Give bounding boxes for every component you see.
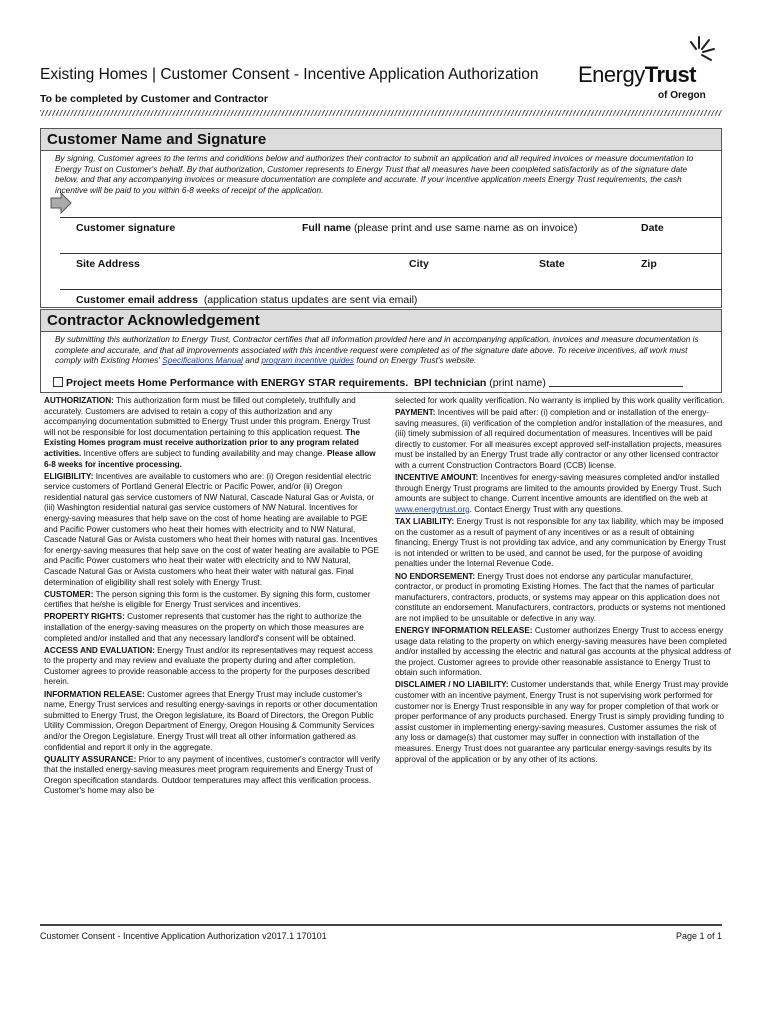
signature-line[interactable] [60,217,722,218]
information-release-paragraph: INFORMATION RELEASE: Customer agrees that Energy Trust may include customer's name, Energy Trust services and resulting energy-savings in reports or other documentation submitted to Energy Trust, the Oregon legislature, its Board of Directors, the Oregon Public Utility Commission, Oregon Department of Energy, Oregon Housing & Community Services and/or the Oregon Legislature. Energy Trust will treat all other information gathered as confidential and report it only in the aggregate. [44,689,378,752]
address-line[interactable] [60,253,722,254]
hpwes-label: Project meets Home Performance with ENERGY STAR requirements. [66,377,409,389]
customer-section [40,128,722,308]
hatched-divider [40,110,722,116]
state-label: State [539,258,565,270]
form-version: Customer Consent - Incentive Application Authorization v2017.1 170101 [40,931,327,941]
hpwes-checkbox[interactable] [53,377,63,387]
customer-terms-intro: By signing, Customer agrees to the terms and conditions below and authorizes their contractor to submit an application and all required invoices or measure documentation to Energy Trust on Customer's behalf. By that authorization, Customer represents to Energy Trust that all measures have been completed satisfactorily as of the signature date below, and that any accompanying invoices or measure documentation are complete and accurate. If your incentive application meets Energy Trust requirements, the cash incentive will be paid to you within 6-8 weeks of receipt of the application. [55,153,694,195]
incentive-amount-paragraph: INCENTIVE AMOUNT: Incentives for energy-saving measures completed and/or installed through Energy Trust programs are limited to the amounts provided by Energy Trust. Such amounts are subject to change. Current incentive amounts are identified on the web at www.energytrust.org. Contact Energy Trust with any questions. [395,473,722,514]
sunburst-logo-icon [687,34,721,64]
program-incentive-guides-link[interactable]: program incentive guides [261,355,355,366]
specifications-manual-link[interactable]: Specifications Manual [162,355,243,366]
quality-assurance-continued: selected for work quality verification. No warranty is implied by this work quality verification. [395,396,725,405]
bpi-print-name-hint: (print name) [489,377,546,389]
sign-here-arrow-icon [50,192,72,214]
no-endorsement-paragraph: NO ENDORSEMENT: Energy Trust does not endorse any particular manufacturer, contractor, or product in promoting Existing Homes. The fact that the names of particular manufacturers, contractors, products, or systems may appear on this application does not constitute an endorsement. Manufacturers, contractors, products or systems not mentioned are not implied to be unsuitable or defective in any way. [395,571,726,623]
page-number: Page 1 of 1 [675,931,722,941]
energytrust-website-link[interactable]: www.energytrust.org [395,504,470,514]
energy-trust-logo [575,34,735,104]
energy-information-release-paragraph: ENERGY INFORMATION RELEASE: Customer authorizes Energy Trust to access energy usage data relating to the property on which energy-saving measures have been completed and/or installed by accessing the electric and natural gas accounts at the physical address of the project. Customer agrees to provide other reasonable assistance to Energy Trust to obtain such information. [395,625,731,678]
document-title: Existing Homes | Customer Consent - Incentive Application Authorization [40,66,539,83]
zip-label: Zip [641,258,657,270]
access-evaluation-paragraph: ACCESS AND EVALUATION: Energy Trust and/or its representatives may request access to the property and may review and evaluate the property during and after completion. Customer agrees to provide reasonable access to the property for the purposes described herein. [44,645,373,687]
hpwes-checkbox-row [53,377,683,389]
quality-assurance-paragraph: QUALITY ASSURANCE: Prior to any payment of incentives, customer's contractor will verify that the installed energy-saving measures meet program requirements and Energy Trust of Oregon specification standards. Outdoor temperatures may affect this verification process. Customer's home may also be [44,754,380,796]
disclaimer-paragraph: DISCLAIMER / NO LIABILITY: Customer understands that, while Energy Trust may provide customer with an incentive payment, Energy Trust is not supervising work performed for customer nor is Energy Trust responsible in any way for proper completion of that work or proper performance of any products purchased. Energy Trust is simply providing funding to assist customer in implementing energy-saving measures. Customer assumes the risk of any loss or damage(s) that customer may suffer in connection with installation of the measures. Energy Trust does not guarantee any particular energy-savings results by its approval of the application or by any other of its actions. [395,680,729,764]
authorization-paragraph: AUTHORIZATION: This authorization form must be filled out completely, truthfully and accurately. Customers are advised to retain a copy of this authorization and any accompanying documentation submitted to Energy Trust under this program. Energy Trust will not be responsible for lost documentation pertaining to this application request. The Existing Homes program must receive authorization prior to any program related activities. Incentive offers are subject to funding availability and may change. Please allow 6-8 weeks for incentive processing. [44,396,376,469]
document-subtitle: To be completed by Customer and Contractor [40,93,268,105]
logo-subtext: of Oregon [658,90,706,101]
terms-right-column [395,396,731,767]
terms-and-conditions [44,396,731,916]
contractor-section-heading: Contractor Acknowledgement [41,310,721,332]
customer-paragraph: CUSTOMER: The person signing this form is the customer. By signing this form, customer certifies that he/she is eligible for Energy Trust services and incentives. [44,589,371,610]
city-label: City [409,258,429,270]
customer-email-label: Customer email address (application status updates are sent via email) [76,294,418,306]
bpi-technician-name-field[interactable] [549,378,683,387]
contractor-terms-intro: By submitting this authorization to Energy Trust, Contractor certifies that all information provided here and in accompanying application, invoices and measure documentation is complete and accurate, and that all improvements associated with this incentive request were completed as of the signature date above. To receive incentives, all work must comply with Existing Homes' Specifications Manual and program incentive guides found on Energy Trust's website. [55,334,699,366]
terms-left-column [44,396,380,798]
logo-wordmark: EnergyTrust [578,62,697,87]
property-rights-paragraph: PROPERTY RIGHTS: Customer represents that customer has the right to authorize the installation of the energy-saving measures on the property on which those measures are completed and/or installed and that any necessary landlord's consent will be obtained. [44,612,364,643]
email-line[interactable] [60,289,722,290]
site-address-label: Site Address [76,258,140,270]
tax-liability-paragraph: TAX LIABILITY: Energy Trust is not responsible for any tax liability, which may be imposed on the customer as a result of payment of any incentives or as a result of obtaining financing. Energy Trust is not providing tax advice, and any communication by Energy Trust is not intended or written to be used, and cannot be used, for the purpose of avoiding penalties under the Internal Revenue Code. [395,517,726,569]
footer-divider [40,924,722,926]
customer-section-heading: Customer Name and Signature [41,129,721,151]
full-name-label: Full name (please print and use same name as on invoice) [302,222,578,234]
payment-paragraph: PAYMENT: Incentives will be paid after: (i) completion and or installation of the energy-saving measures, (ii) verification of the completion and/or installation of the measures, and (iii) timely submission of all required documentation of measures. Incentives will be paid directly to customer. For all measures except approved self-installation projects, measures must be installed by an Energy Trust trade ally contractor or any other licensed contractor with a current Construction Contractors Board (CCB) license. [395,408,723,471]
customer-signature-label: Customer signature [76,222,176,234]
eligibility-paragraph: ELIGIBILITY: Incentives are available to customers who are: (i) Oregon residential electric service customers of Portland General Electric or Pacific Power, and/or (ii) Oregon residential natural gas service customers of NW Natural, Cascade Natural Gas or Avista, or (iii) Washington residential natural gas service customers of NW Natural. Incentives for energy-saving measures that help save on the cost of home heating are available to PGE and Pacific Power customers who heat their homes with electricity and to NW Natural, Cascade Natural Gas or Avista customers who heat their homes with natural gas. Incentives for energy-saving measures that help save on the cost of water heating are available to PGE and Pacific Power customers who heat their water with electricity and to NW Natural, Cascade Natural Gas or Avista customers who heat their water with natural gas. Final determination of eligibility shall rest solely with Energy Trust. [44,471,379,587]
date-label: Date [641,222,664,234]
bpi-technician-label: BPI technician [413,377,487,389]
